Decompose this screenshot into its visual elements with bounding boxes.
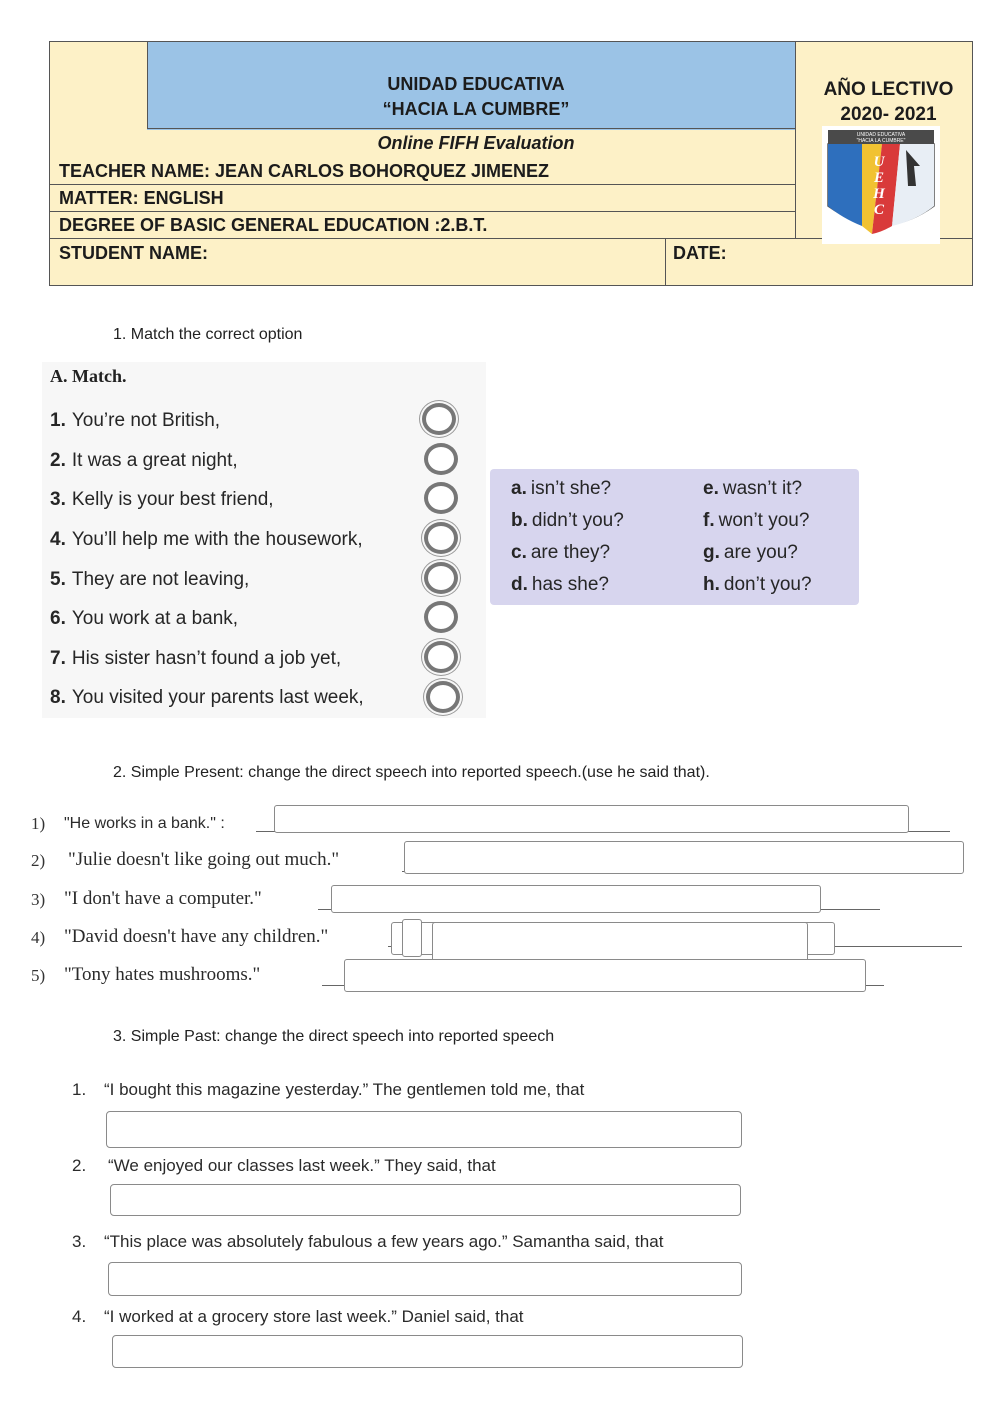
option-a xyxy=(511,478,611,500)
item-number: 1. xyxy=(72,1080,87,1099)
option-text: won’t you? xyxy=(718,510,810,531)
logo-letter: H xyxy=(873,186,885,202)
match-item xyxy=(50,410,220,432)
simple-past-item xyxy=(72,1080,584,1100)
divider xyxy=(50,211,795,212)
item-number: 3. xyxy=(72,1232,87,1251)
option-letter: h. xyxy=(703,574,720,595)
match-item xyxy=(50,608,238,630)
match-item-number: 3. xyxy=(50,489,66,510)
teacher-name: TEACHER NAME: JEAN CARLOS BOHORQUEZ JIMENEZ xyxy=(59,161,550,181)
simple-past-item xyxy=(72,1307,524,1327)
answer-circle-1[interactable] xyxy=(422,403,456,435)
option-letter: a. xyxy=(511,478,527,499)
item-number: 1) xyxy=(31,814,46,833)
question-3-heading: 3. Simple Past: change the direct speech into reported speech xyxy=(113,1028,555,1045)
match-item-text: His sister hasn’t found a job yet, xyxy=(71,648,342,669)
match-item-number: 7. xyxy=(50,648,66,669)
match-item-text: You’re not British, xyxy=(71,410,221,431)
evaluation-title: Online FIFH Evaluation xyxy=(377,133,575,153)
simple-past-sentence: “I worked at a grocery store last week.” Daniel said, that xyxy=(104,1307,524,1326)
option-g xyxy=(703,542,798,564)
answer-input[interactable] xyxy=(432,922,808,963)
option-text: wasn’t it? xyxy=(722,478,803,499)
question-2-heading: 2. Simple Present: change the direct speech into reported speech.(use he said that). xyxy=(113,764,710,781)
item-number: 3) xyxy=(31,890,46,909)
answer-circle-3[interactable] xyxy=(424,482,458,514)
simple-past-sentence: “This place was absolutely fabulous a few years ago.” Samantha said, that xyxy=(104,1232,664,1251)
match-item xyxy=(50,569,249,591)
simple-past-sentence: “We enjoyed our classes last week.” They said, that xyxy=(108,1156,496,1175)
option-text: don’t you? xyxy=(723,574,812,595)
logo-letter: U xyxy=(873,154,885,170)
option-text: isn’t she? xyxy=(530,478,612,499)
option-b xyxy=(511,510,624,532)
match-item-text: It was a great night, xyxy=(71,450,238,471)
answer-input[interactable] xyxy=(344,959,866,992)
match-item-text: You’ll help me with the housework, xyxy=(71,529,363,550)
item-number: 4. xyxy=(72,1307,87,1326)
answer-input[interactable] xyxy=(106,1111,742,1148)
answer-circle-6[interactable] xyxy=(424,601,458,633)
item-number: 4) xyxy=(31,928,46,947)
match-item-text: Kelly is your best friend, xyxy=(71,489,274,510)
logo-top-text: UNIDAD EDUCATIVA xyxy=(856,132,906,138)
divider xyxy=(50,184,795,185)
logo-banner-text: "HACIA LA CUMBRE" xyxy=(856,138,906,144)
match-item-text: You work at a bank, xyxy=(71,608,239,629)
simple-past-sentence: “I bought this magazine yesterday.” The gentlemen told me, that xyxy=(104,1080,585,1099)
direct-speech-quote: "Tony hates mushrooms." xyxy=(64,964,261,985)
match-item-number: 1. xyxy=(50,410,66,431)
match-item-number: 4. xyxy=(50,529,66,550)
option-text: didn’t you? xyxy=(531,510,624,531)
question-1-heading: 1. Match the correct option xyxy=(113,326,303,343)
item-number: 5) xyxy=(31,966,46,985)
option-text: has she? xyxy=(531,574,610,595)
option-text: are you? xyxy=(723,542,798,563)
answer-circle-8[interactable] xyxy=(426,681,460,713)
direct-speech-quote: "I don't have a computer." xyxy=(64,888,262,909)
date-label: DATE: xyxy=(673,243,727,263)
item-number: 2) xyxy=(31,851,46,870)
option-d xyxy=(511,574,609,596)
option-e xyxy=(703,478,802,500)
direct-speech-quote: "David doesn't have any children." xyxy=(64,926,329,947)
answer-input[interactable] xyxy=(108,1262,742,1296)
option-letter: g. xyxy=(703,542,720,563)
school-year-value: 2020- 2021 xyxy=(840,104,937,125)
option-letter: e. xyxy=(703,478,719,499)
option-letter: c. xyxy=(511,542,527,563)
option-letter: b. xyxy=(511,510,528,531)
match-item-number: 2. xyxy=(50,450,66,471)
answer-circle-4[interactable] xyxy=(424,522,458,554)
divider xyxy=(147,129,795,130)
match-item xyxy=(50,648,341,670)
answer-input[interactable] xyxy=(110,1184,741,1216)
direct-speech-quote: "Julie doesn't like going out much." xyxy=(68,849,340,870)
match-item xyxy=(50,450,238,472)
answer-input[interactable] xyxy=(404,841,964,874)
match-title: A. Match. xyxy=(50,366,127,386)
answer-input[interactable] xyxy=(331,885,821,913)
answer-circle-5[interactable] xyxy=(424,562,458,594)
match-item xyxy=(50,529,363,551)
option-c xyxy=(511,542,610,564)
answer-input[interactable] xyxy=(274,805,909,833)
answer-input[interactable] xyxy=(112,1335,743,1368)
answer-input[interactable] xyxy=(402,919,422,957)
match-item xyxy=(50,489,274,511)
school-name-line1: UNIDAD EDUCATIVA xyxy=(387,74,565,94)
simple-past-item xyxy=(72,1232,663,1252)
option-text: are they? xyxy=(530,542,611,563)
divider xyxy=(795,42,796,239)
school-year-label: AÑO LECTIVO xyxy=(823,79,954,100)
match-item xyxy=(50,687,364,709)
logo-letter: C xyxy=(873,202,885,218)
divider xyxy=(665,238,666,285)
option-h xyxy=(703,574,812,596)
match-item-text: You visited your parents last week, xyxy=(71,687,364,708)
direct-speech-quote: "He works in a bank." : xyxy=(64,815,225,832)
student-name-label: STUDENT NAME: xyxy=(59,243,208,263)
item-number: 2. xyxy=(72,1156,87,1175)
answer-circle-7[interactable] xyxy=(424,641,458,673)
option-letter: d. xyxy=(511,574,528,595)
school-shield-logo xyxy=(822,126,940,244)
match-item-number: 5. xyxy=(50,569,66,590)
option-f xyxy=(703,510,809,532)
logo-letter: E xyxy=(873,170,885,186)
school-name-line2: “HACIA LA CUMBRE” xyxy=(382,99,570,119)
answer-circle-2[interactable] xyxy=(424,443,458,475)
match-item-number: 6. xyxy=(50,608,66,629)
option-letter: f. xyxy=(703,510,715,531)
simple-past-item xyxy=(72,1156,496,1176)
match-item-number: 8. xyxy=(50,687,66,708)
matter-label: MATTER: ENGLISH xyxy=(59,188,224,208)
match-item-text: They are not leaving, xyxy=(71,569,250,590)
degree-label: DEGREE OF BASIC GENERAL EDUCATION :2.B.T. xyxy=(59,215,488,235)
